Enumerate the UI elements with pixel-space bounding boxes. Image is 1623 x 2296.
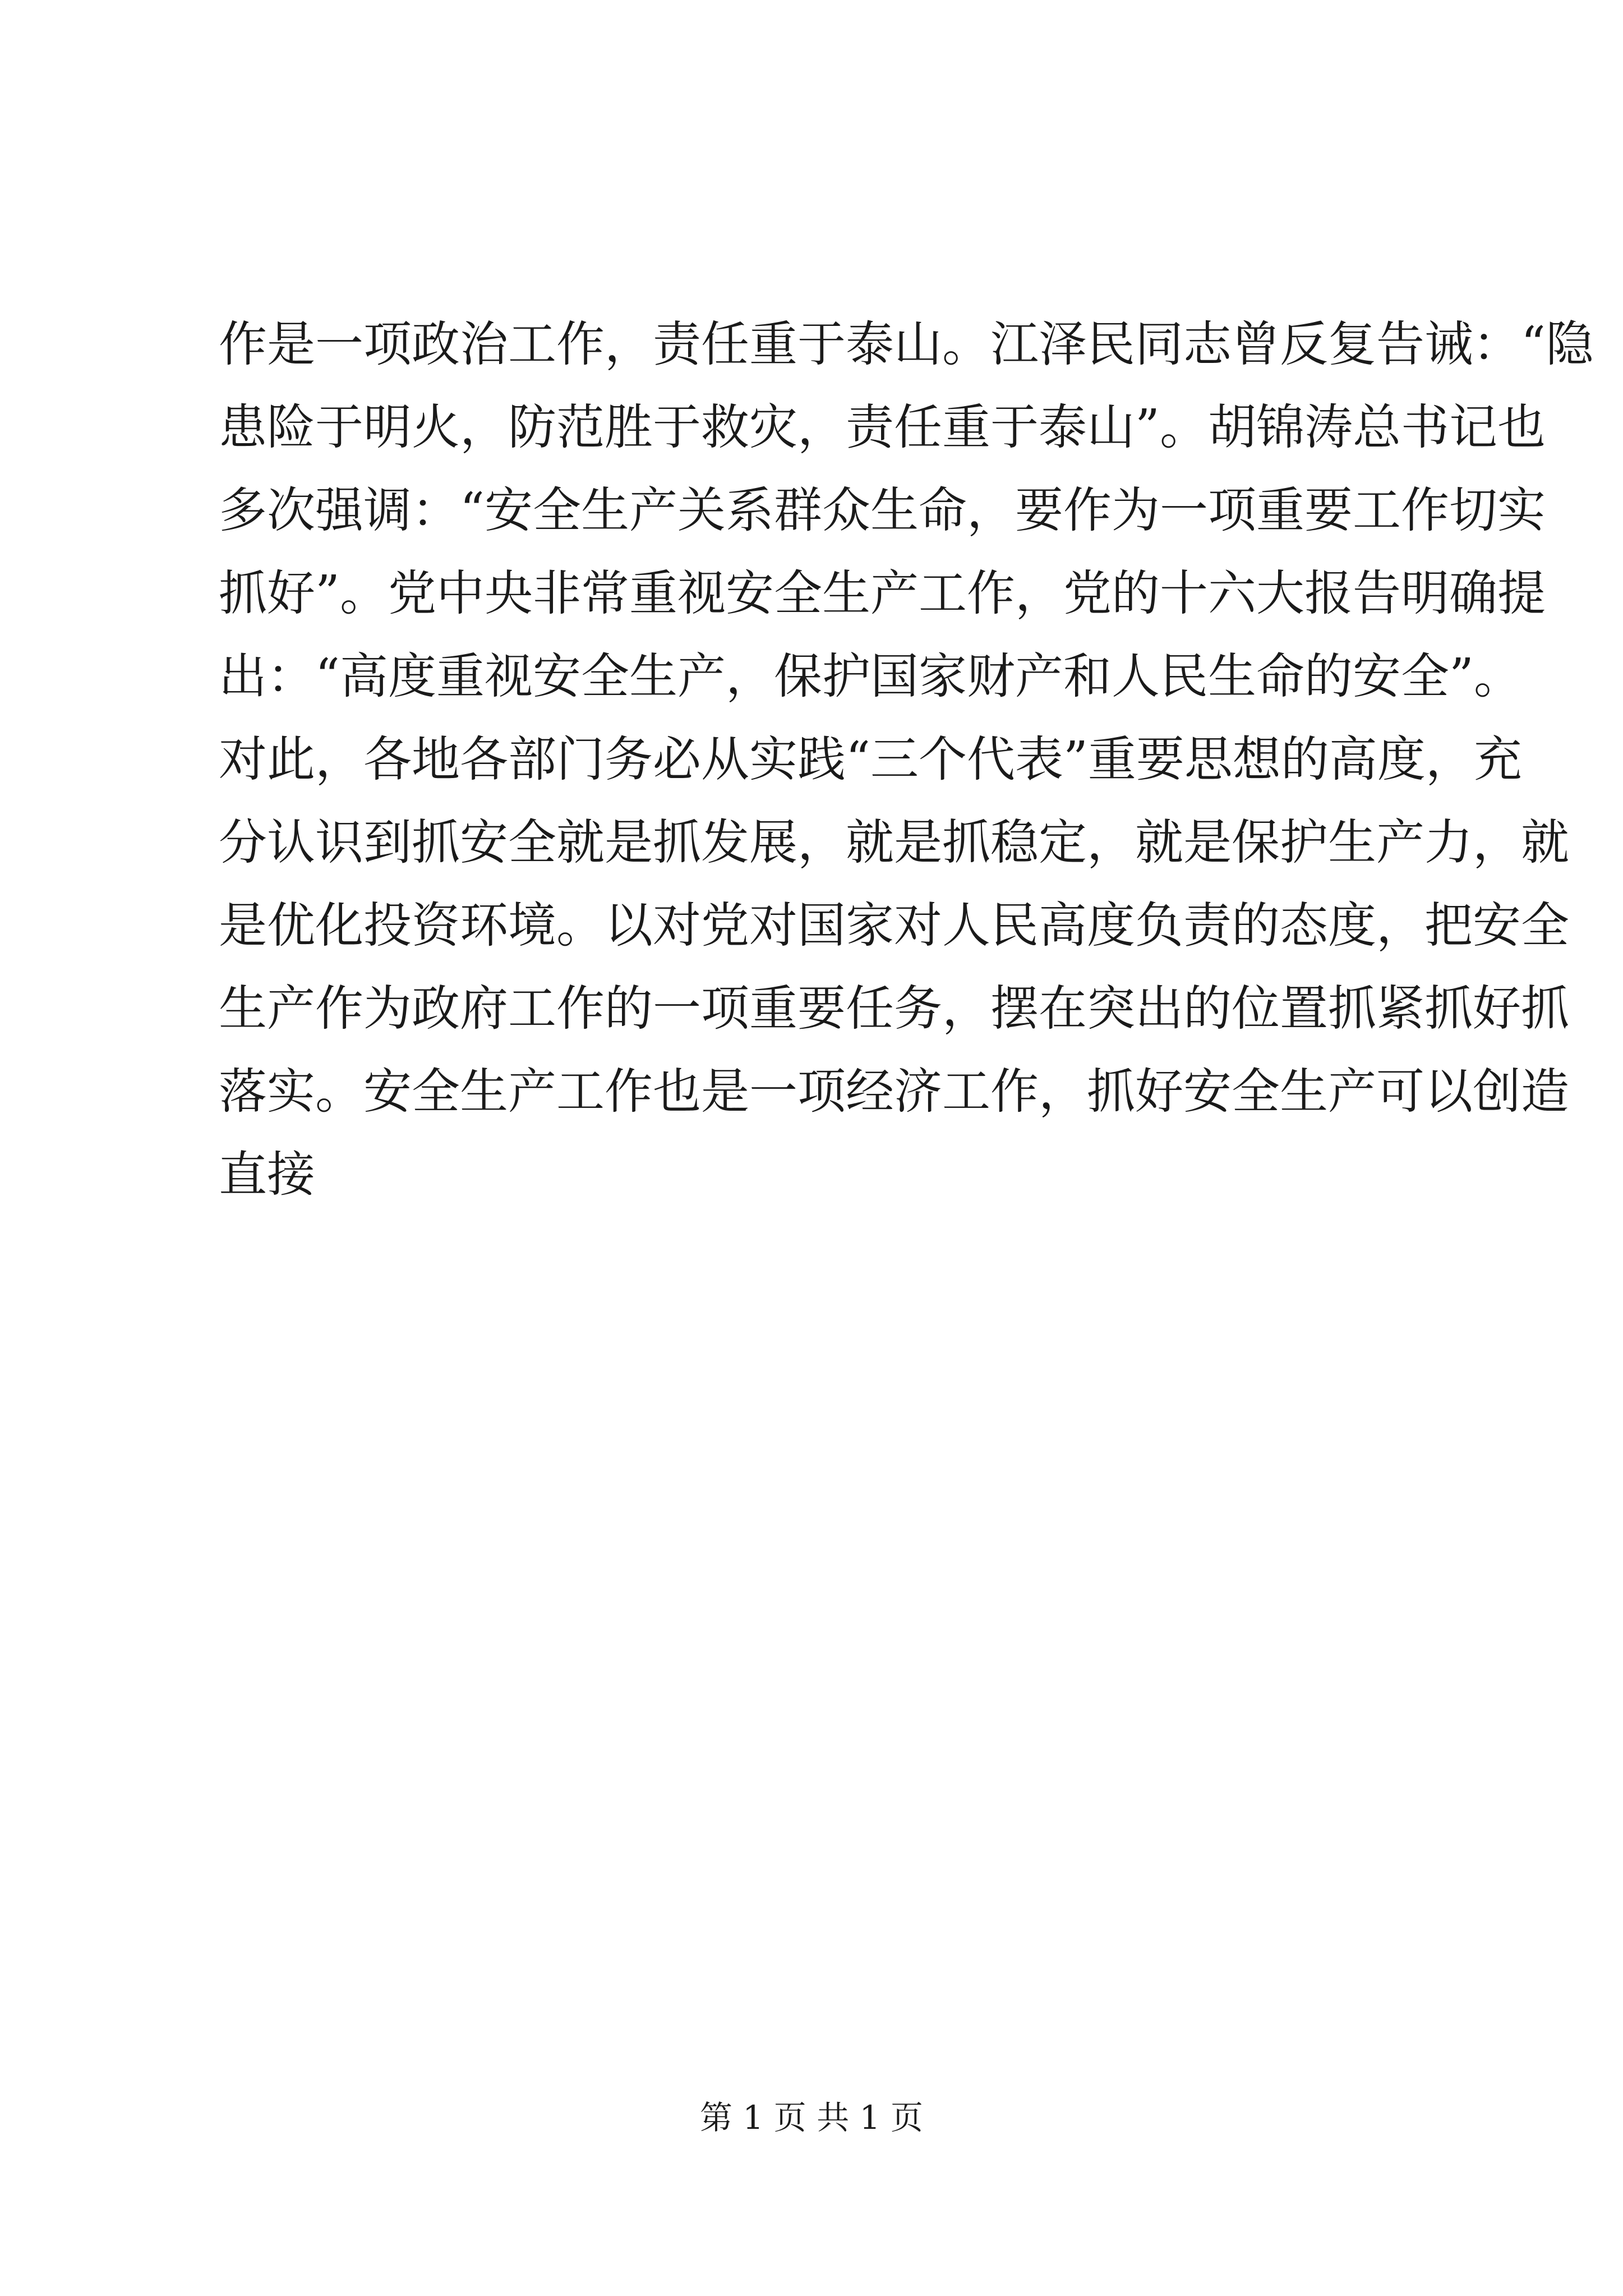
- text-line-10: 落实。安全生产工作也是一项经济工作，抓好安全生产可以创造: [219, 1064, 1569, 1120]
- text-line-7: 分认识到抓安全就是抓发展，就是抓稳定，就是保护生产力，就: [219, 815, 1569, 871]
- text-line-1: 作是一项政治工作，责任重于泰山。江泽民同志曾反复告诫：“隐: [219, 316, 1594, 372]
- text-line-5: 出：“高度重视安全生产，保护国家财产和人民生命的安全”。: [219, 648, 1522, 705]
- text-line-3: 多次强调：“安全生产关系群众生命，要作为一项重要工作切实: [219, 482, 1546, 539]
- page-footer: 第 1 页 共 1 页: [700, 2099, 923, 2137]
- text-line-9: 生产作为政府工作的一项重要任务，摆在突出的位置抓紧抓好抓: [219, 981, 1569, 1037]
- text-line-11: 直接: [219, 1147, 315, 1203]
- text-line-8: 是优化投资环境。以对党对国家对人民高度负责的态度，把安全: [219, 898, 1569, 954]
- body-text: [219, 303, 1594, 1216]
- text-line-4: 抓好”。党中央非常重视安全生产工作，党的十六大报告明确提: [219, 565, 1546, 622]
- text-line-2: 患险于明火，防范胜于救灾，责任重于泰山”。胡锦涛总书记也: [219, 399, 1546, 455]
- text-line-6: 对此，各地各部门务必从实践“三个代表”重要思想的高度，充: [219, 731, 1522, 788]
